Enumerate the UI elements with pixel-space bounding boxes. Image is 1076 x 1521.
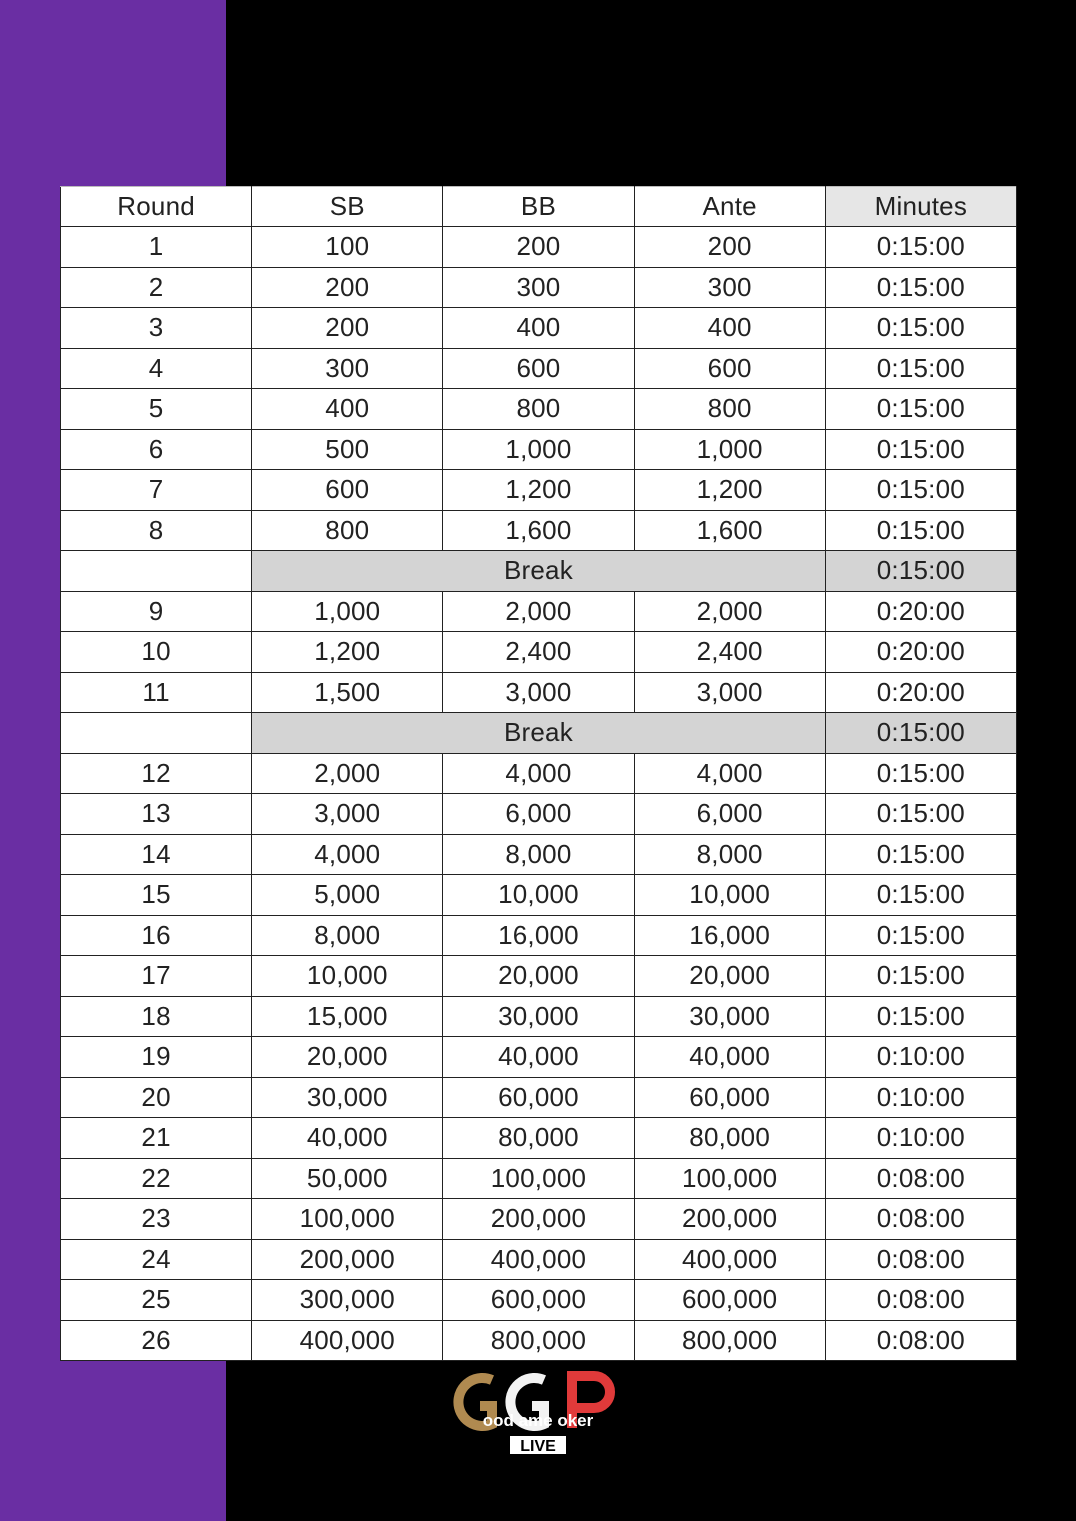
round-cell: 20 [61, 1077, 252, 1118]
minutes-cell: 0:20:00 [825, 591, 1016, 632]
table-row [61, 956, 1017, 997]
bb-cell: 30,000 [443, 996, 634, 1037]
header-row [61, 187, 1017, 227]
table-row [61, 1118, 1017, 1159]
table-row [61, 470, 1017, 511]
break-row [61, 551, 1017, 592]
round-cell: 24 [61, 1239, 252, 1280]
minutes-cell: 0:15:00 [825, 996, 1016, 1037]
round-cell: 9 [61, 591, 252, 632]
minutes-cell: 0:08:00 [825, 1320, 1016, 1361]
minutes-cell: 0:15:00 [825, 308, 1016, 349]
round-cell: 6 [61, 429, 252, 470]
ante-cell: 600,000 [634, 1280, 825, 1321]
ante-cell: 600 [634, 348, 825, 389]
ante-cell: 400,000 [634, 1239, 825, 1280]
bb-cell: 100,000 [443, 1158, 634, 1199]
table-row [61, 1320, 1017, 1361]
sb-cell: 2,000 [252, 753, 443, 794]
ante-cell: 10,000 [634, 875, 825, 916]
ante-cell: 800,000 [634, 1320, 825, 1361]
minutes-cell: 0:15:00 [825, 956, 1016, 997]
bb-cell: 200,000 [443, 1199, 634, 1240]
bb-cell: 6,000 [443, 794, 634, 835]
ante-cell: 40,000 [634, 1037, 825, 1078]
round-cell: 11 [61, 672, 252, 713]
ante-cell: 400 [634, 308, 825, 349]
ante-cell: 30,000 [634, 996, 825, 1037]
sb-cell: 400 [252, 389, 443, 430]
minutes-cell: 0:15:00 [825, 510, 1016, 551]
ante-cell: 100,000 [634, 1158, 825, 1199]
sb-cell: 30,000 [252, 1077, 443, 1118]
round-cell: 17 [61, 956, 252, 997]
ante-cell: 1,600 [634, 510, 825, 551]
break-row [61, 713, 1017, 754]
break-minutes: 0:15:00 [825, 713, 1016, 754]
sb-cell: 200 [252, 267, 443, 308]
break-label: Break [252, 551, 826, 592]
break-round-cell [61, 551, 252, 592]
header-round: Round [61, 187, 252, 227]
table-row [61, 227, 1017, 268]
bb-cell: 600,000 [443, 1280, 634, 1321]
bb-cell: 60,000 [443, 1077, 634, 1118]
blind-structure-table [60, 186, 1017, 1361]
round-cell: 25 [61, 1280, 252, 1321]
bb-cell: 200 [443, 227, 634, 268]
round-cell: 22 [61, 1158, 252, 1199]
minutes-cell: 0:08:00 [825, 1199, 1016, 1240]
sb-cell: 600 [252, 470, 443, 511]
blind-structure-sheet [60, 186, 1016, 1361]
bb-cell: 1,200 [443, 470, 634, 511]
sb-cell: 50,000 [252, 1158, 443, 1199]
minutes-cell: 0:15:00 [825, 915, 1016, 956]
sb-cell: 4,000 [252, 834, 443, 875]
header-minutes: Minutes [825, 187, 1016, 227]
table-row [61, 308, 1017, 349]
table-body [61, 227, 1017, 1361]
table-row [61, 915, 1017, 956]
ante-cell: 16,000 [634, 915, 825, 956]
minutes-cell: 0:08:00 [825, 1158, 1016, 1199]
sb-cell: 15,000 [252, 996, 443, 1037]
ante-cell: 60,000 [634, 1077, 825, 1118]
sb-cell: 100,000 [252, 1199, 443, 1240]
minutes-cell: 0:15:00 [825, 389, 1016, 430]
table-row [61, 1077, 1017, 1118]
bb-cell: 800 [443, 389, 634, 430]
ante-cell: 200,000 [634, 1199, 825, 1240]
sb-cell: 8,000 [252, 915, 443, 956]
bb-cell: 20,000 [443, 956, 634, 997]
table-row [61, 1158, 1017, 1199]
minutes-cell: 0:15:00 [825, 267, 1016, 308]
bb-cell: 10,000 [443, 875, 634, 916]
sb-cell: 5,000 [252, 875, 443, 916]
bb-cell: 400 [443, 308, 634, 349]
sb-cell: 3,000 [252, 794, 443, 835]
ante-cell: 6,000 [634, 794, 825, 835]
minutes-cell: 0:15:00 [825, 875, 1016, 916]
bb-cell: 1,000 [443, 429, 634, 470]
bb-cell: 800,000 [443, 1320, 634, 1361]
minutes-cell: 0:08:00 [825, 1239, 1016, 1280]
round-cell: 23 [61, 1199, 252, 1240]
sb-cell: 1,200 [252, 632, 443, 673]
sb-cell: 400,000 [252, 1320, 443, 1361]
goodgamepoker-live-logo [452, 1366, 624, 1458]
ante-cell: 2,400 [634, 632, 825, 673]
round-cell: 10 [61, 632, 252, 673]
table-row [61, 591, 1017, 632]
table-row [61, 1199, 1017, 1240]
table-row [61, 794, 1017, 835]
minutes-cell: 0:08:00 [825, 1280, 1016, 1321]
live-badge: LIVE [520, 1438, 556, 1455]
table-row [61, 348, 1017, 389]
minutes-cell: 0:15:00 [825, 227, 1016, 268]
header-sb: SB [252, 187, 443, 227]
table-row [61, 1239, 1017, 1280]
sb-cell: 200 [252, 308, 443, 349]
ante-cell: 200 [634, 227, 825, 268]
table-row [61, 510, 1017, 551]
header-ante: Ante [634, 187, 825, 227]
sb-cell: 10,000 [252, 956, 443, 997]
table-row [61, 1280, 1017, 1321]
round-cell: 21 [61, 1118, 252, 1159]
break-round-cell [61, 713, 252, 754]
break-label: Break [252, 713, 826, 754]
bb-cell: 4,000 [443, 753, 634, 794]
round-cell: 15 [61, 875, 252, 916]
round-cell: 12 [61, 753, 252, 794]
ante-cell: 20,000 [634, 956, 825, 997]
round-cell: 7 [61, 470, 252, 511]
minutes-cell: 0:20:00 [825, 632, 1016, 673]
sb-cell: 1,000 [252, 591, 443, 632]
round-cell: 19 [61, 1037, 252, 1078]
round-cell: 16 [61, 915, 252, 956]
minutes-cell: 0:20:00 [825, 672, 1016, 713]
ante-cell: 8,000 [634, 834, 825, 875]
sb-cell: 300 [252, 348, 443, 389]
bb-cell: 600 [443, 348, 634, 389]
ante-cell: 3,000 [634, 672, 825, 713]
ante-cell: 4,000 [634, 753, 825, 794]
sb-cell: 20,000 [252, 1037, 443, 1078]
table-row [61, 996, 1017, 1037]
minutes-cell: 0:15:00 [825, 753, 1016, 794]
sb-cell: 800 [252, 510, 443, 551]
bb-cell: 2,000 [443, 591, 634, 632]
round-cell: 14 [61, 834, 252, 875]
ante-cell: 80,000 [634, 1118, 825, 1159]
sb-cell: 40,000 [252, 1118, 443, 1159]
table-row [61, 875, 1017, 916]
bb-cell: 80,000 [443, 1118, 634, 1159]
minutes-cell: 0:15:00 [825, 429, 1016, 470]
bb-cell: 300 [443, 267, 634, 308]
sb-cell: 500 [252, 429, 443, 470]
ante-cell: 800 [634, 389, 825, 430]
round-cell: 5 [61, 389, 252, 430]
break-minutes: 0:15:00 [825, 551, 1016, 592]
table-row [61, 753, 1017, 794]
bb-cell: 40,000 [443, 1037, 634, 1078]
ante-cell: 2,000 [634, 591, 825, 632]
bb-cell: 16,000 [443, 915, 634, 956]
logo-wordmark: ood ame oker [482, 1411, 594, 1430]
round-cell: 4 [61, 348, 252, 389]
minutes-cell: 0:10:00 [825, 1037, 1016, 1078]
round-cell: 8 [61, 510, 252, 551]
bb-cell: 1,600 [443, 510, 634, 551]
table-row [61, 267, 1017, 308]
sb-cell: 1,500 [252, 672, 443, 713]
table-row [61, 632, 1017, 673]
round-cell: 13 [61, 794, 252, 835]
round-cell: 18 [61, 996, 252, 1037]
ante-cell: 1,200 [634, 470, 825, 511]
minutes-cell: 0:15:00 [825, 348, 1016, 389]
bb-cell: 3,000 [443, 672, 634, 713]
round-cell: 2 [61, 267, 252, 308]
sb-cell: 100 [252, 227, 443, 268]
ante-cell: 300 [634, 267, 825, 308]
minutes-cell: 0:15:00 [825, 470, 1016, 511]
table-row [61, 834, 1017, 875]
table-row [61, 1037, 1017, 1078]
minutes-cell: 0:15:00 [825, 794, 1016, 835]
minutes-cell: 0:10:00 [825, 1118, 1016, 1159]
table-row [61, 389, 1017, 430]
table-row [61, 429, 1017, 470]
minutes-cell: 0:10:00 [825, 1077, 1016, 1118]
header-bb: BB [443, 187, 634, 227]
table-row [61, 672, 1017, 713]
bb-cell: 2,400 [443, 632, 634, 673]
ante-cell: 1,000 [634, 429, 825, 470]
bb-cell: 400,000 [443, 1239, 634, 1280]
round-cell: 26 [61, 1320, 252, 1361]
round-cell: 3 [61, 308, 252, 349]
sb-cell: 200,000 [252, 1239, 443, 1280]
bb-cell: 8,000 [443, 834, 634, 875]
sb-cell: 300,000 [252, 1280, 443, 1321]
round-cell: 1 [61, 227, 252, 268]
minutes-cell: 0:15:00 [825, 834, 1016, 875]
